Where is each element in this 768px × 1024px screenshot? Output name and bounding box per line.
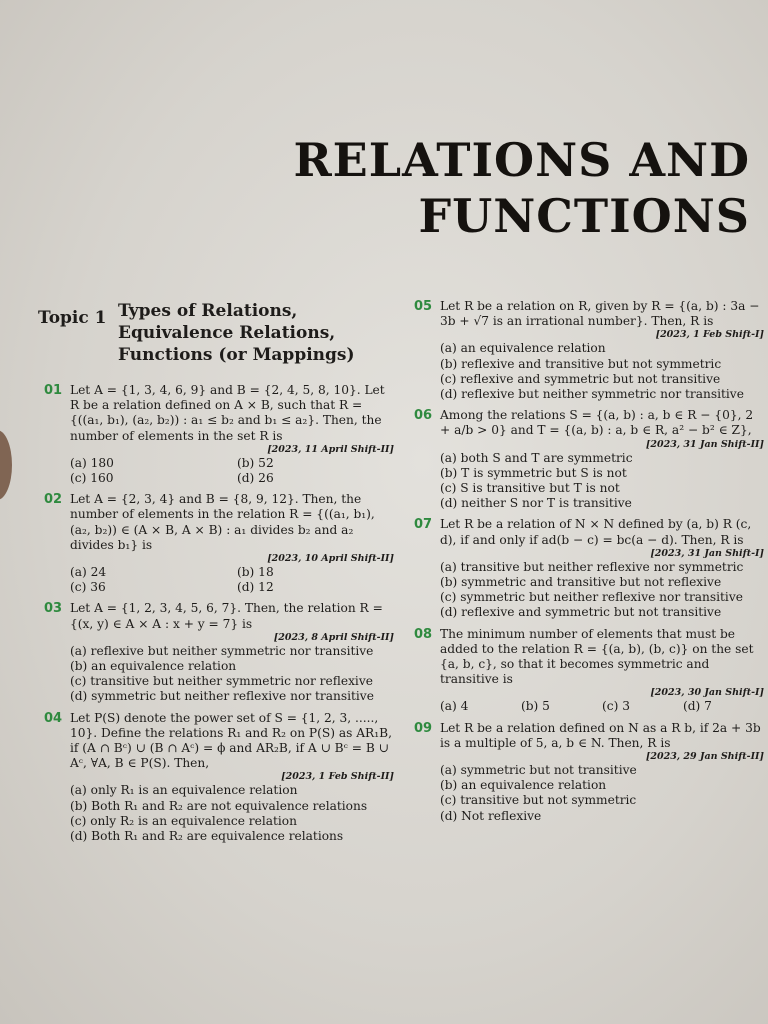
chapter-title-line-2: FUNCTIONS <box>418 189 750 243</box>
option: (c) 160 <box>70 471 114 486</box>
option: (b) symmetric and transitive but not reflexive <box>440 575 722 590</box>
question-number: 04 <box>44 710 63 726</box>
question-text: Let A = {2, 3, 4} and B = {8, 9, 12}. Then, the number of elements in the relation R = {((a₁, b₁), (a₂, b₂)) ∈ (A × B, A × B) : a₁ divides b₂ and a₂ divides b₁} is <box>70 492 375 552</box>
option: (d) reflexive but neither symmetric nor transitive <box>440 387 744 402</box>
option: (d) reflexive and symmetric but not transitive <box>440 605 722 620</box>
question-05 <box>414 299 764 402</box>
topic-title-line: Functions (or Mappings) <box>118 345 355 365</box>
question-text: Let R be a relation of N × N defined by (a, b) R (c, d), if and only if ad(b − c) = bc(a − d). Then, R is <box>440 517 752 547</box>
question-number: 07 <box>414 517 433 533</box>
option: (c) 3 <box>602 699 630 714</box>
option: (b) 5 <box>521 699 550 714</box>
question-text: Let R be a relation on R, given by R = {(a, b) : 3a − 3b + √7 is an irrational number}. Then, R is <box>440 299 760 329</box>
option: (c) S is transitive but T is not <box>440 481 620 496</box>
options <box>70 565 394 595</box>
question-number: 02 <box>44 492 63 508</box>
option: (a) both S and T are symmetric <box>440 450 633 465</box>
topic-title <box>118 300 355 366</box>
chapter-title-line-1: RELATIONS AND <box>293 133 750 187</box>
question-number: 08 <box>414 626 433 642</box>
option: (b) an equivalence relation <box>70 659 237 674</box>
question-07 <box>414 517 764 620</box>
topic-title-line: Types of Relations, <box>118 301 298 321</box>
question-text: Among the relations S = {(a, b) : a, b ∈ R − {0}, 2 + a/b > 0} and T = {(a, b) : a, b ∈ R, a² − b² ∈ Z}, <box>440 408 754 438</box>
question-source: [2023, 1 Feb Shift-I] <box>655 329 764 341</box>
question-source: [2023, 10 April Shift-II] <box>267 553 394 565</box>
question-source: [2023, 11 April Shift-II] <box>267 443 394 455</box>
option: (c) transitive but neither symmetric nor reflexive <box>70 674 373 689</box>
option: (b) 18 <box>237 565 274 580</box>
question-number: 03 <box>44 601 63 617</box>
question-02 <box>44 492 394 595</box>
question-03 <box>44 601 394 704</box>
question-04 <box>44 711 394 845</box>
option: (b) reflexive and transitive but not symmetric <box>440 356 722 371</box>
option: (c) 36 <box>70 580 106 595</box>
question-06 <box>414 408 764 511</box>
question-source: [2023, 31 Jan Shift-I] <box>650 547 764 559</box>
question-text: The minimum number of elements that must be added to the relation R = {(a, b), (b, c)} on the set {a, b, c}, so that it becomes symmetric and transitive is <box>440 626 754 687</box>
option: (c) only R₂ is an equivalence relation <box>70 813 297 828</box>
option: (a) an equivalence relation <box>440 341 606 356</box>
topic-label: Topic 1 <box>38 308 107 328</box>
option: (b) 52 <box>237 455 274 470</box>
question-number: 06 <box>414 408 433 424</box>
left-column <box>44 383 394 850</box>
chapter-title <box>293 132 750 244</box>
option: (d) neither S nor T is transitive <box>440 496 632 511</box>
option: (d) Both R₁ and R₂ are equivalence relations <box>70 829 344 844</box>
option: (d) 7 <box>683 699 712 714</box>
option: (a) 24 <box>70 565 107 580</box>
option: (d) Not reflexive <box>440 808 542 823</box>
option: (d) symmetric but neither reflexive nor transitive <box>70 689 374 704</box>
option: (a) reflexive but neither symmetric nor transitive <box>70 643 374 658</box>
topic-title-line: Equivalence Relations, <box>118 323 336 343</box>
question-number: 09 <box>414 720 433 736</box>
option: (c) reflexive and symmetric but not transitive <box>440 371 721 386</box>
question-source: [2023, 31 Jan Shift-II] <box>645 438 764 450</box>
option: (b) an equivalence relation <box>440 778 607 793</box>
question-number: 05 <box>414 299 433 314</box>
option: (c) symmetric but neither reflexive nor transitive <box>440 590 743 605</box>
question-09 <box>414 721 764 824</box>
question-08 <box>414 627 764 715</box>
question-01 <box>44 383 394 486</box>
option: (a) only R₁ is an equivalence relation <box>70 783 298 798</box>
question-text: Let A = {1, 3, 4, 6, 9} and B = {2, 4, 5, 8, 10}. Let R be a relation defined on A × B, such that R = {((a₁, b₁), (a₂, b₂)) : a₁ ≤ b₂ and b₁ ≤ a₂}. Then, the number of elements in the set R is <box>70 383 385 443</box>
option: (d) 26 <box>237 471 274 486</box>
question-source: [2023, 30 Jan Shift-I] <box>650 687 764 699</box>
question-text: Let P(S) denote the power set of S = {1, 2, 3, ....., 10}. Define the relations R₁ and R₂ on P(S) as AR₁B, if (A ∩ Bᶜ) ∪ (B ∩ Aᶜ) = ϕ and AR₂B, if A ∪ Bᶜ = B ∪ Aᶜ, ∀A, B ∈ P(S). Then, <box>70 710 392 771</box>
option: (a) symmetric but not transitive <box>440 763 637 778</box>
option: (a) transitive but neither reflexive nor symmetric <box>440 559 744 574</box>
question-source: [2023, 8 April Shift-II] <box>273 631 394 643</box>
right-column <box>414 299 764 830</box>
question-source: [2023, 1 Feb Shift-II] <box>281 771 394 783</box>
option: (b) Both R₁ and R₂ are not equivalence relations <box>70 798 368 813</box>
option: (d) 12 <box>237 580 274 595</box>
option: (a) 4 <box>440 699 469 714</box>
option: (a) 180 <box>70 455 114 470</box>
options <box>70 456 394 486</box>
question-number: 01 <box>44 383 63 398</box>
options <box>440 699 764 714</box>
question-source: [2023, 29 Jan Shift-II] <box>645 751 764 763</box>
finger-shadow <box>0 430 12 500</box>
question-text: Let A = {1, 2, 3, 4, 5, 6, 7}. Then, the relation R = {(x, y) ∈ A × A : x + y = 7} is <box>70 601 383 631</box>
question-text: Let R be a relation defined on N as a R b, if 2a + 3b is a multiple of 5, a, b ∈ N. Then, R is <box>440 720 761 750</box>
option: (b) T is symmetric but S is not <box>440 465 627 480</box>
option: (c) transitive but not symmetric <box>440 793 637 808</box>
